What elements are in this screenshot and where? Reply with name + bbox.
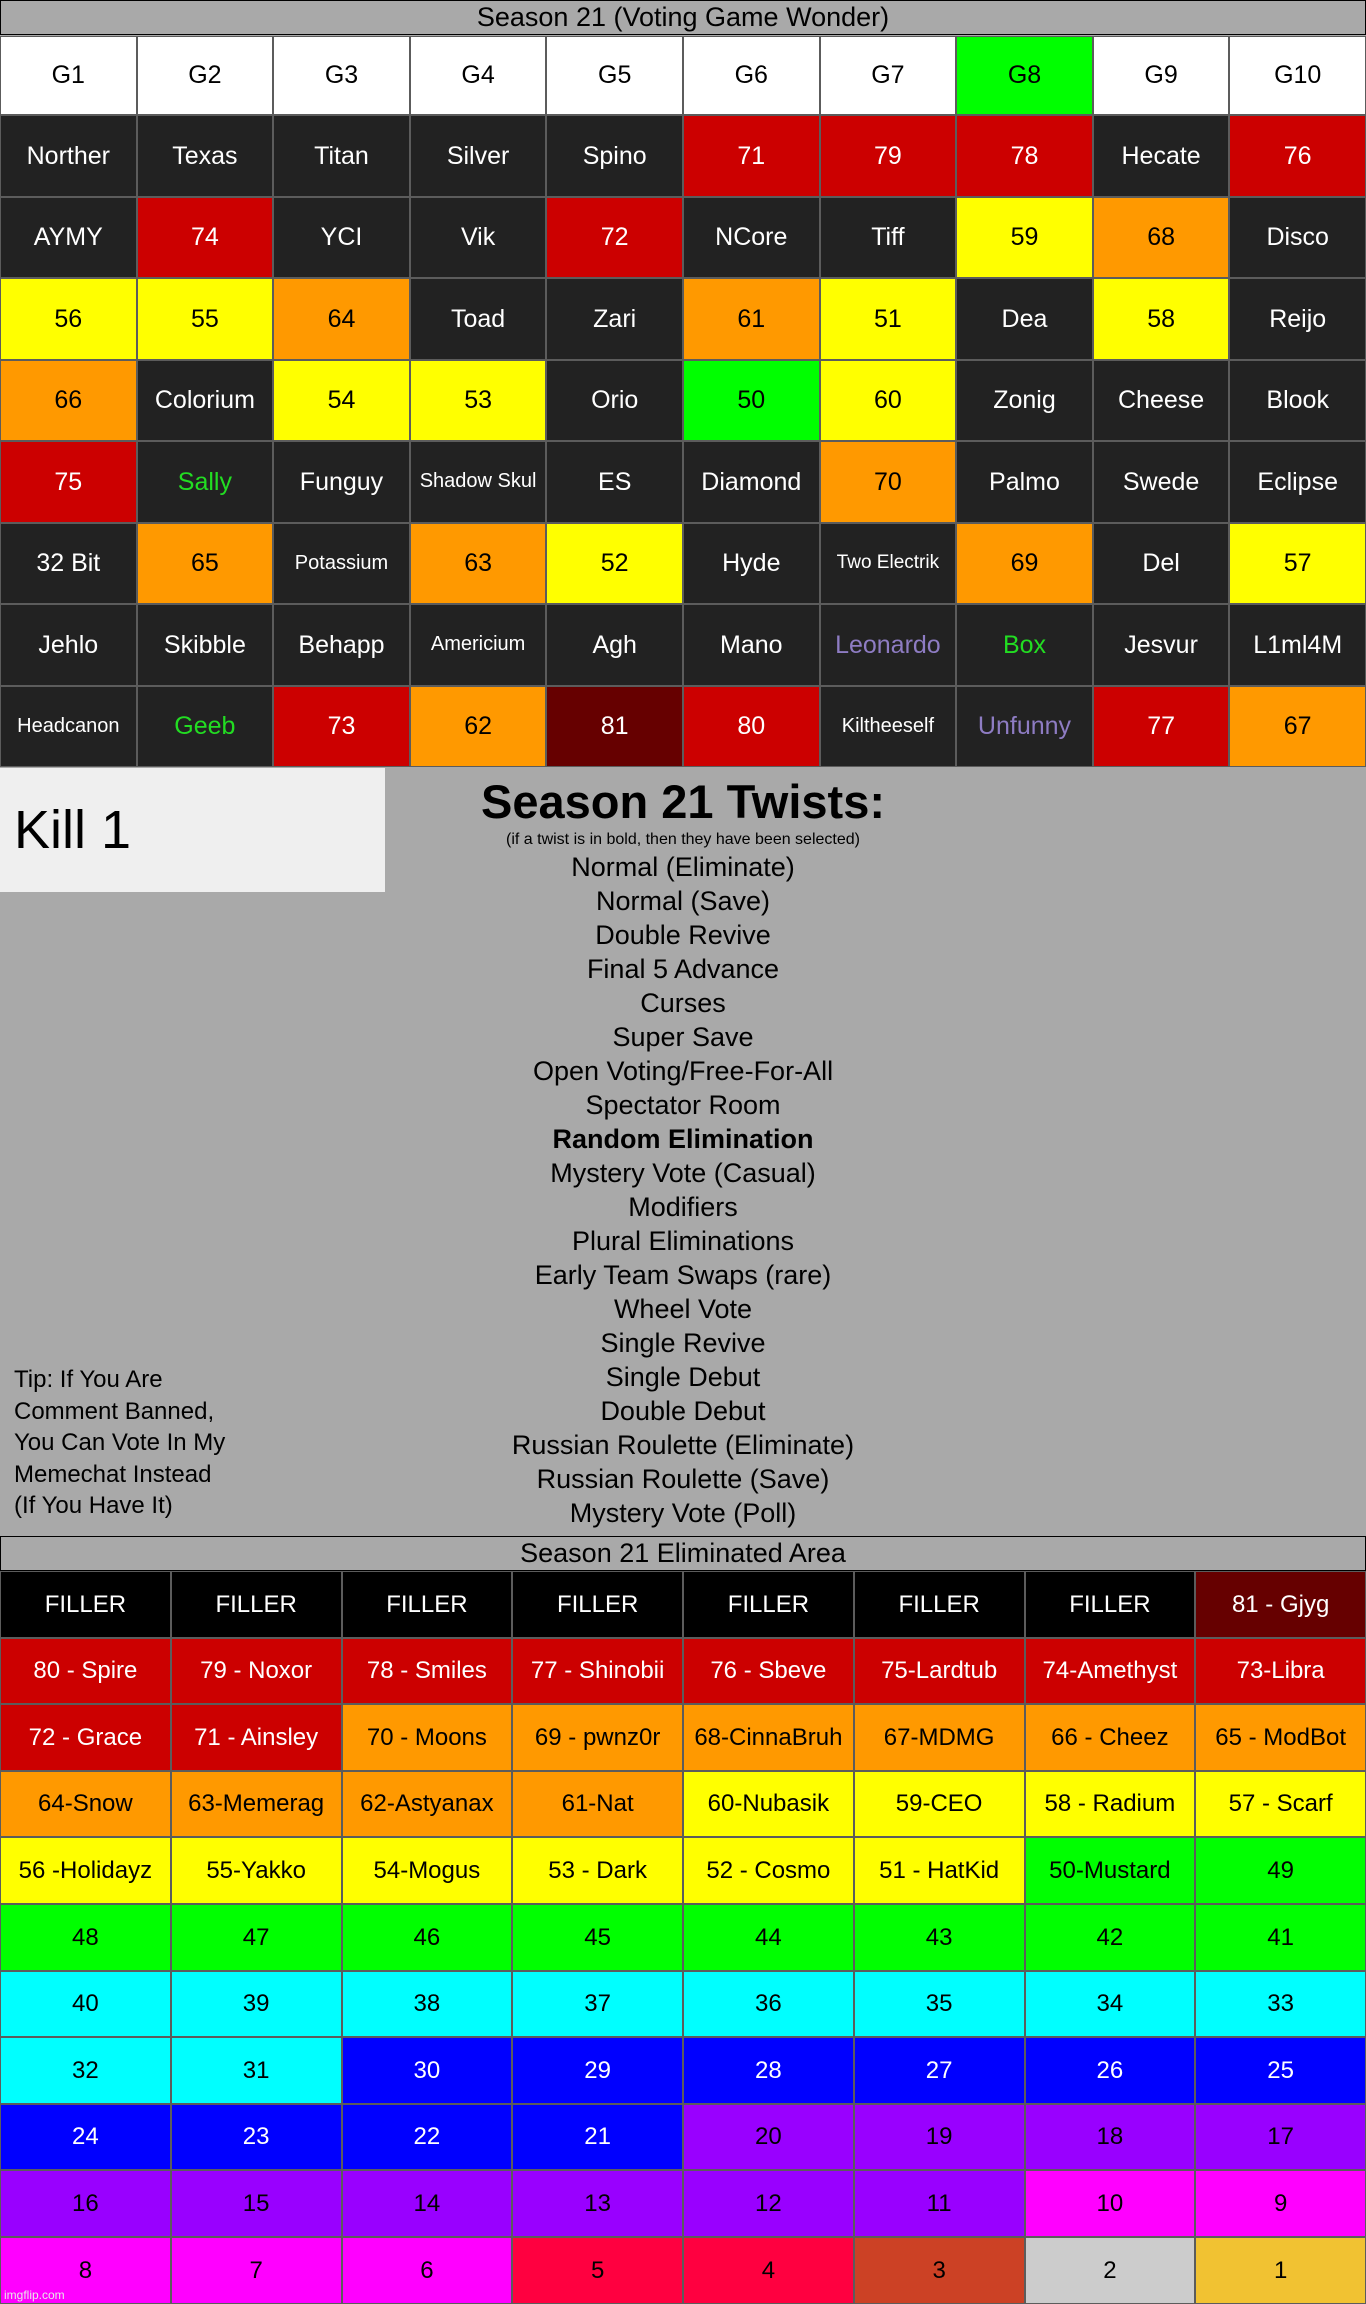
eliminated-cell: 7 (171, 2237, 342, 2304)
eliminated-cell: 8 (0, 2237, 171, 2304)
contestant-cell: 79 (820, 115, 957, 197)
eliminated-cell: 30 (342, 2037, 513, 2104)
twists-title: Season 21 Twists: (481, 775, 885, 828)
season-title: Season 21 (Voting Game Wonder) (476, 2, 890, 32)
eliminated-cell: 17 (1195, 2104, 1366, 2171)
contestant-cell: Potassium (273, 523, 410, 605)
contestant-cell: 76 (1229, 115, 1366, 197)
contestant-cell: Funguy (273, 441, 410, 523)
eliminated-cell: 59-CEO (854, 1771, 1025, 1838)
group-header-cell: G8 (956, 36, 1093, 115)
eliminated-cell: 62-Astyanax (342, 1771, 513, 1838)
eliminated-cell: 70 - Moons (342, 1704, 513, 1771)
contestant-cell: Geeb (137, 686, 274, 768)
contestant-cell: Titan (273, 115, 410, 197)
twist-item: Mystery Vote (Casual) (550, 1158, 816, 1188)
contestant-cell: Reijo (1229, 278, 1366, 360)
twist-item: Early Team Swaps (rare) (534, 1260, 832, 1290)
contestant-cell: Dea (956, 278, 1093, 360)
eliminated-cell: 67-MDMG (854, 1704, 1025, 1771)
group-header-cell: G4 (410, 36, 547, 115)
eliminated-cell: 65 - ModBot (1195, 1704, 1366, 1771)
eliminated-cell: 69 - pwnz0r (512, 1704, 683, 1771)
eliminated-cell: 34 (1025, 1971, 1196, 2038)
tip-line: Comment Banned, (14, 1397, 215, 1425)
twist-item: Single Revive (600, 1328, 766, 1358)
contestant-cell: Colorium (137, 360, 274, 442)
contestant-cell: ES (546, 441, 683, 523)
contestant-cell: 66 (0, 360, 137, 442)
eliminated-cell: 42 (1025, 1904, 1196, 1971)
eliminated-cell: 10 (1025, 2170, 1196, 2237)
twist-item: Double Debut (600, 1396, 766, 1426)
eliminated-title: Season 21 Eliminated Area (520, 1538, 846, 1568)
contestant-cell: 71 (683, 115, 820, 197)
eliminated-title-banner (0, 1536, 1366, 1571)
contestant-grid (0, 36, 1366, 767)
contestant-cell: 65 (137, 523, 274, 605)
contestant-cell: 63 (410, 523, 547, 605)
contestant-cell: Blook (1229, 360, 1366, 442)
contestant-cell: Spino (546, 115, 683, 197)
eliminated-cell: 25 (1195, 2037, 1366, 2104)
contestant-cell: NCore (683, 197, 820, 279)
contestant-cell: 53 (410, 360, 547, 442)
eliminated-cell: 78 - Smiles (342, 1638, 513, 1705)
contestant-cell: Two Electrik (820, 523, 957, 605)
twist-item: Wheel Vote (613, 1294, 753, 1324)
contestant-cell: 81 (546, 686, 683, 768)
eliminated-cell: 41 (1195, 1904, 1366, 1971)
eliminated-cell: 63-Memerag (171, 1771, 342, 1838)
eliminated-cell: FILLER (683, 1571, 854, 1638)
kill-label: Kill 1 (14, 800, 132, 860)
eliminated-cell: 54-Mogus (342, 1837, 513, 1904)
contestant-cell: 68 (1093, 197, 1230, 279)
contestant-cell: 77 (1093, 686, 1230, 768)
eliminated-cell: 80 - Spire (0, 1638, 171, 1705)
contestant-cell: 78 (956, 115, 1093, 197)
contestant-cell: Vik (410, 197, 547, 279)
eliminated-cell: 12 (683, 2170, 854, 2237)
group-header-cell: G1 (0, 36, 137, 115)
eliminated-cell: 16 (0, 2170, 171, 2237)
eliminated-cell: 73-Libra (1195, 1638, 1366, 1705)
eliminated-cell: 52 - Cosmo (683, 1837, 854, 1904)
contestant-cell: Orio (546, 360, 683, 442)
twist-item: Double Revive (595, 920, 771, 950)
twist-item: Modifiers (628, 1192, 738, 1222)
eliminated-cell: 15 (171, 2170, 342, 2237)
contestant-cell: 55 (137, 278, 274, 360)
eliminated-cell: 39 (171, 1971, 342, 2038)
group-header-cell: G10 (1229, 36, 1366, 115)
eliminated-cell: 31 (171, 2037, 342, 2104)
contestant-cell: Box (956, 604, 1093, 686)
twist-item: Single Debut (605, 1362, 761, 1392)
contestant-cell: Hyde (683, 523, 820, 605)
contestant-cell: Norther (0, 115, 137, 197)
contestant-cell: Sally (137, 441, 274, 523)
eliminated-cell: FILLER (171, 1571, 342, 1638)
contestant-cell: 80 (683, 686, 820, 768)
eliminated-cell: 24 (0, 2104, 171, 2171)
eliminated-cell: 4 (683, 2237, 854, 2304)
tip-line: (If You Have It) (14, 1492, 173, 1519)
contestant-cell: 74 (137, 197, 274, 279)
eliminated-cell: 43 (854, 1904, 1025, 1971)
twist-item: Final 5 Advance (586, 954, 780, 984)
contestant-cell: Agh (546, 604, 683, 686)
eliminated-cell: 27 (854, 2037, 1025, 2104)
twist-item: Super Save (612, 1022, 754, 1052)
contestant-cell: Leonardo (820, 604, 957, 686)
contestant-cell: Swede (1093, 441, 1230, 523)
contestant-cell: 59 (956, 197, 1093, 279)
eliminated-cell: 72 - Grace (0, 1704, 171, 1771)
eliminated-cell: 18 (1025, 2104, 1196, 2171)
contestant-cell: Silver (410, 115, 547, 197)
contestant-cell: 69 (956, 523, 1093, 605)
contestant-cell: Kiltheeself (820, 686, 957, 768)
eliminated-cell: 1 (1195, 2237, 1366, 2304)
contestant-cell: Jesvur (1093, 604, 1230, 686)
contestant-cell: Zonig (956, 360, 1093, 442)
contestant-cell: Texas (137, 115, 274, 197)
eliminated-cell: FILLER (854, 1571, 1025, 1638)
eliminated-cell: 11 (854, 2170, 1025, 2237)
eliminated-cell: 76 - Sbeve (683, 1638, 854, 1705)
contestant-cell: Jehlo (0, 604, 137, 686)
eliminated-cell: 13 (512, 2170, 683, 2237)
contestant-cell: Toad (410, 278, 547, 360)
eliminated-cell: 53 - Dark (512, 1837, 683, 1904)
eliminated-grid (0, 1571, 1366, 2304)
contestant-cell: 51 (820, 278, 957, 360)
twists-note: (if a twist is in bold, then they have been selected) (506, 831, 860, 848)
twist-item: Russian Roulette (Eliminate) (511, 1430, 855, 1460)
contestant-cell: Palmo (956, 441, 1093, 523)
contestant-cell: Behapp (273, 604, 410, 686)
eliminated-cell: 46 (342, 1904, 513, 1971)
eliminated-cell: 44 (683, 1904, 854, 1971)
contestant-cell: 61 (683, 278, 820, 360)
eliminated-cell: 23 (171, 2104, 342, 2171)
eliminated-cell: FILLER (342, 1571, 513, 1638)
eliminated-cell: 38 (342, 1971, 513, 2038)
eliminated-cell: 2 (1025, 2237, 1196, 2304)
contestant-cell: 54 (273, 360, 410, 442)
eliminated-cell: 26 (1025, 2037, 1196, 2104)
eliminated-cell: 81 - Gjyg (1195, 1571, 1366, 1638)
eliminated-cell: FILLER (0, 1571, 171, 1638)
eliminated-cell: 20 (683, 2104, 854, 2171)
eliminated-cell: 68-CinnaBruh (683, 1704, 854, 1771)
eliminated-cell: 14 (342, 2170, 513, 2237)
tip-line: Tip: If You Are (14, 1366, 163, 1393)
group-header-cell: G6 (683, 36, 820, 115)
eliminated-cell: 22 (342, 2104, 513, 2171)
contestant-cell: Del (1093, 523, 1230, 605)
eliminated-cell: 51 - HatKid (854, 1837, 1025, 1904)
tip-text (14, 1364, 304, 1522)
season-title-banner (0, 0, 1366, 35)
twist-item: Normal (Eliminate) (571, 852, 795, 882)
contestant-cell: 73 (273, 686, 410, 768)
contestant-cell: 57 (1229, 523, 1366, 605)
eliminated-cell: 79 - Noxor (171, 1638, 342, 1705)
twist-item: Open Voting/Free-For-All (532, 1056, 834, 1086)
eliminated-cell: 55-Yakko (171, 1837, 342, 1904)
twist-item: Russian Roulette (Save) (536, 1464, 830, 1494)
twist-item: Random Elimination (552, 1124, 814, 1154)
eliminated-cell: 49 (1195, 1837, 1366, 1904)
contestant-cell: Mano (683, 604, 820, 686)
eliminated-cell: 57 - Scarf (1195, 1771, 1366, 1838)
contestant-cell: Diamond (683, 441, 820, 523)
eliminated-cell: 77 - Shinobii (512, 1638, 683, 1705)
contestant-cell: L1ml4M (1229, 604, 1366, 686)
eliminated-cell: FILLER (512, 1571, 683, 1638)
eliminated-cell: 40 (0, 1971, 171, 2038)
eliminated-cell: 3 (854, 2237, 1025, 2304)
contestant-cell: Skibble (137, 604, 274, 686)
eliminated-cell: 56 -Holidayz (0, 1837, 171, 1904)
eliminated-cell: 19 (854, 2104, 1025, 2171)
group-header-cell: G5 (546, 36, 683, 115)
eliminated-cell: 32 (0, 2037, 171, 2104)
eliminated-cell: 37 (512, 1971, 683, 2038)
eliminated-cell: 58 - Radium (1025, 1771, 1196, 1838)
eliminated-cell: 45 (512, 1904, 683, 1971)
eliminated-cell: 6 (342, 2237, 513, 2304)
contestant-cell: Disco (1229, 197, 1366, 279)
contestant-cell: 67 (1229, 686, 1366, 768)
twist-item: Mystery Vote (Poll) (569, 1498, 797, 1528)
contestant-cell: 62 (410, 686, 547, 768)
eliminated-cell: 75-Lardtub (854, 1638, 1025, 1705)
contestant-cell: 58 (1093, 278, 1230, 360)
group-header-cell: G9 (1093, 36, 1230, 115)
eliminated-cell: 35 (854, 1971, 1025, 2038)
contestant-cell: Tiff (820, 197, 957, 279)
eliminated-cell: 50-Mustard (1025, 1837, 1196, 1904)
eliminated-cell: 33 (1195, 1971, 1366, 2038)
eliminated-cell: 61-Nat (512, 1771, 683, 1838)
contestant-cell: Headcanon (0, 686, 137, 768)
eliminated-cell: 47 (171, 1904, 342, 1971)
eliminated-cell: 71 - Ainsley (171, 1704, 342, 1771)
eliminated-cell: 36 (683, 1971, 854, 2038)
contestant-cell: Unfunny (956, 686, 1093, 768)
contestant-cell: 32 Bit (0, 523, 137, 605)
contestant-cell: 56 (0, 278, 137, 360)
eliminated-cell: 9 (1195, 2170, 1366, 2237)
watermark: imgflip.com (4, 2288, 65, 2302)
contestant-cell: Cheese (1093, 360, 1230, 442)
twist-item: Spectator Room (585, 1090, 781, 1120)
contestant-cell: Eclipse (1229, 441, 1366, 523)
group-header-cell: G2 (137, 36, 274, 115)
contestant-cell: 70 (820, 441, 957, 523)
contestant-cell: 60 (820, 360, 957, 442)
eliminated-cell: 29 (512, 2037, 683, 2104)
eliminated-cell: 64-Snow (0, 1771, 171, 1838)
contestant-cell: Americium (410, 604, 547, 686)
eliminated-cell: FILLER (1025, 1571, 1196, 1638)
contestant-cell: 64 (273, 278, 410, 360)
twist-item: Normal (Save) (595, 886, 771, 916)
contestant-cell: Zari (546, 278, 683, 360)
eliminated-cell: 60-Nubasik (683, 1771, 854, 1838)
tip-line: You Can Vote In My (14, 1429, 226, 1456)
eliminated-cell: 74-Amethyst (1025, 1638, 1196, 1705)
contestant-cell: Shadow Skul (410, 441, 547, 523)
group-header-cell: G3 (273, 36, 410, 115)
eliminated-cell: 66 - Cheez (1025, 1704, 1196, 1771)
contestant-cell: 50 (683, 360, 820, 442)
contestant-cell: YCI (273, 197, 410, 279)
contestant-cell: 75 (0, 441, 137, 523)
twist-item: Plural Eliminations (571, 1226, 795, 1256)
eliminated-cell: 28 (683, 2037, 854, 2104)
contestant-cell: 52 (546, 523, 683, 605)
twist-item: Curses (640, 988, 726, 1018)
eliminated-cell: 48 (0, 1904, 171, 1971)
eliminated-cell: 21 (512, 2104, 683, 2171)
contestant-cell: AYMY (0, 197, 137, 279)
group-header-cell: G7 (820, 36, 957, 115)
contestant-cell: 72 (546, 197, 683, 279)
tip-line: Memechat Instead (14, 1460, 212, 1488)
eliminated-cell: 5 (512, 2237, 683, 2304)
contestant-cell: Hecate (1093, 115, 1230, 197)
